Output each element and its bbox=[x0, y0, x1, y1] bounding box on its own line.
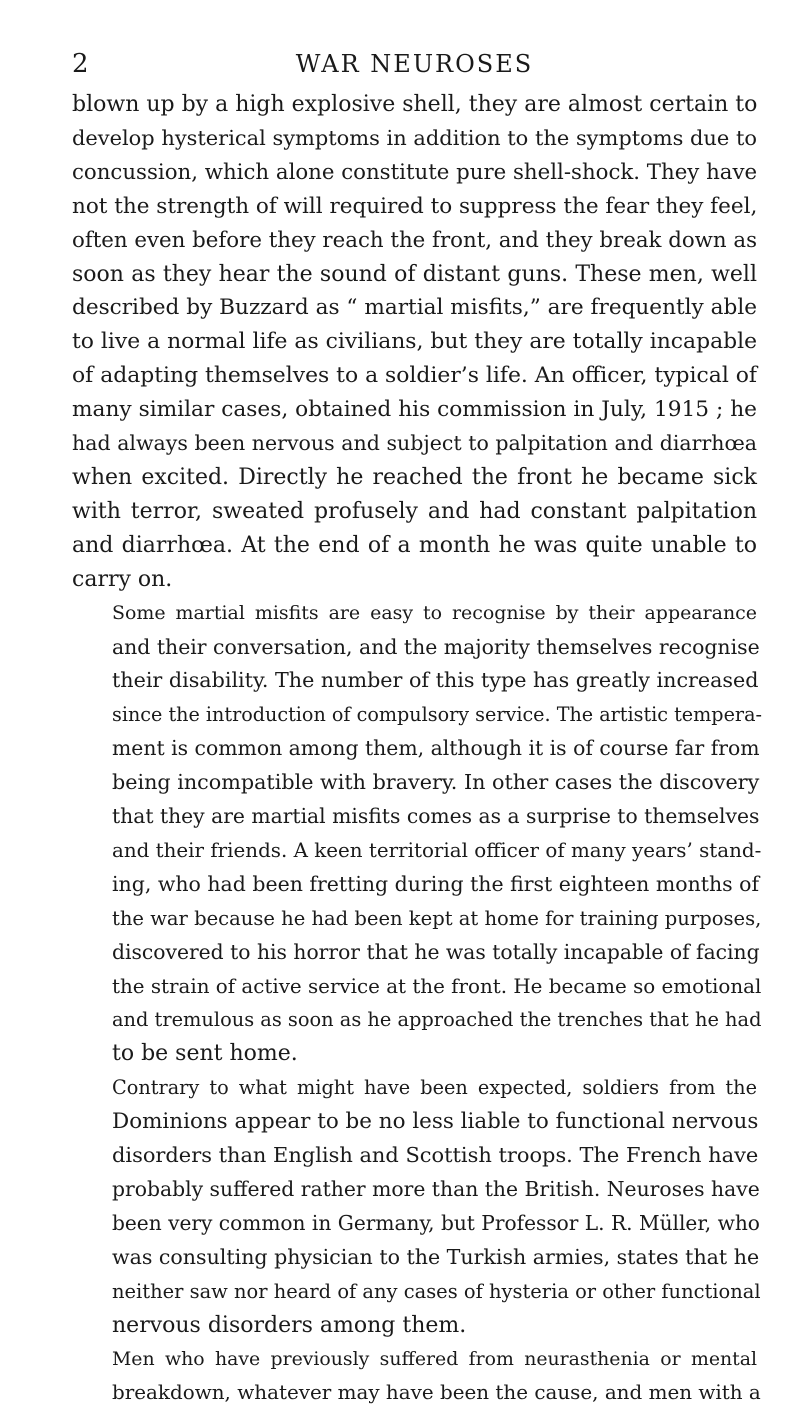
text-line: described by Buzzard as “ martial misfits,” are frequently able bbox=[72, 295, 757, 321]
text-line: with terror, sweated profusely and had constant palpitation bbox=[72, 498, 757, 524]
text-line: and their conversation, and the majority themselves recognise bbox=[112, 634, 760, 659]
text-line: since the introduction of compulsory service. The artistic tempera- bbox=[112, 703, 762, 727]
text-line: carry on. bbox=[72, 566, 173, 592]
text-line: and diarrhœa. At the end of a month he was quite unable to bbox=[72, 532, 757, 558]
text-line: and their friends. A keen territorial officer of many years’ stand- bbox=[112, 838, 762, 862]
text-line: to be sent home. bbox=[112, 1041, 298, 1067]
text-line: breakdown, whatever may have been the cause, and men with a bbox=[112, 1381, 761, 1405]
body-text bbox=[72, 88, 762, 1410]
text-line: had always been nervous and subject to palpitation and diarrhœa bbox=[72, 431, 757, 456]
text-line: concussion, which alone constitute pure shell-shock. They have bbox=[72, 159, 758, 185]
running-head bbox=[72, 46, 757, 82]
running-title: WAR NEUROSES bbox=[295, 50, 534, 78]
text-line: often even before they reach the front, and they break down as bbox=[72, 227, 758, 253]
text-line: to live a normal life as civilians, but they are totally incapable bbox=[72, 329, 758, 355]
text-line: Men who have previously suffered from neurasthenia or mental bbox=[112, 1347, 757, 1370]
text-line: was consulting physician to the Turkish armies, states that he bbox=[112, 1244, 760, 1269]
text-line: ment is common among them, although it is of course far from bbox=[112, 736, 760, 761]
text-line: neither saw nor heard of any cases of hysteria or other functional bbox=[112, 1279, 761, 1303]
text-line: not the strength of will required to suppress the fear they feel, bbox=[72, 193, 758, 219]
text-line: develop hysterical symptoms in addition to the symptoms due to bbox=[72, 125, 757, 150]
text-line: blown up by a high explosive shell, they are almost certain to bbox=[72, 92, 758, 117]
paragraph bbox=[72, 1343, 761, 1410]
text-line: ing, who had been fretting during the first eighteen months of bbox=[112, 871, 760, 896]
text-line: Contrary to what might have been expected, soldiers from the bbox=[112, 1076, 757, 1100]
text-line: probably suffered rather more than the British. Neuroses have bbox=[112, 1177, 760, 1201]
text-line: disorders than English and Scottish troops. The French have bbox=[112, 1143, 759, 1168]
text-line: of adapting themselves to a soldier’s life. An officer, typical of bbox=[72, 363, 758, 389]
text-line: Some martial misfits are easy to recognise by their appearance bbox=[112, 601, 757, 624]
text-line: their disability. The number of this type has greatly increased bbox=[112, 668, 759, 693]
page-number: 2 bbox=[72, 49, 89, 79]
text-line: discovered to his horror that he was totally incapable of facing bbox=[112, 939, 760, 964]
text-line: been very common in Germany, but Professor L. R. Müller, who bbox=[112, 1210, 760, 1235]
text-line: that they are martial misfits comes as a surprise to themselves bbox=[112, 804, 760, 829]
text-line: nervous disorders among them. bbox=[112, 1312, 467, 1338]
text-line: being incompatible with bravery. In other cases the discovery bbox=[112, 770, 760, 795]
text-line: the strain of active service at the front. He became so emotional bbox=[112, 974, 762, 998]
paragraph bbox=[72, 88, 757, 597]
text-line: the war because he had been kept at home for training purposes, bbox=[112, 906, 762, 930]
text-line: when excited. Directly he reached the front he became sick bbox=[72, 464, 757, 490]
text-line: soon as they hear the sound of distant guns. These men, well bbox=[72, 261, 757, 287]
paragraph bbox=[72, 597, 762, 1072]
text-line: Dominions appear to be no less liable to functional nervous bbox=[112, 1109, 759, 1135]
text-line: many similar cases, obtained his commission in July, 1915 ; he bbox=[72, 397, 757, 423]
paragraph bbox=[72, 1071, 761, 1342]
text-line: and tremulous as soon as he approached the trenches that he had bbox=[112, 1008, 762, 1032]
